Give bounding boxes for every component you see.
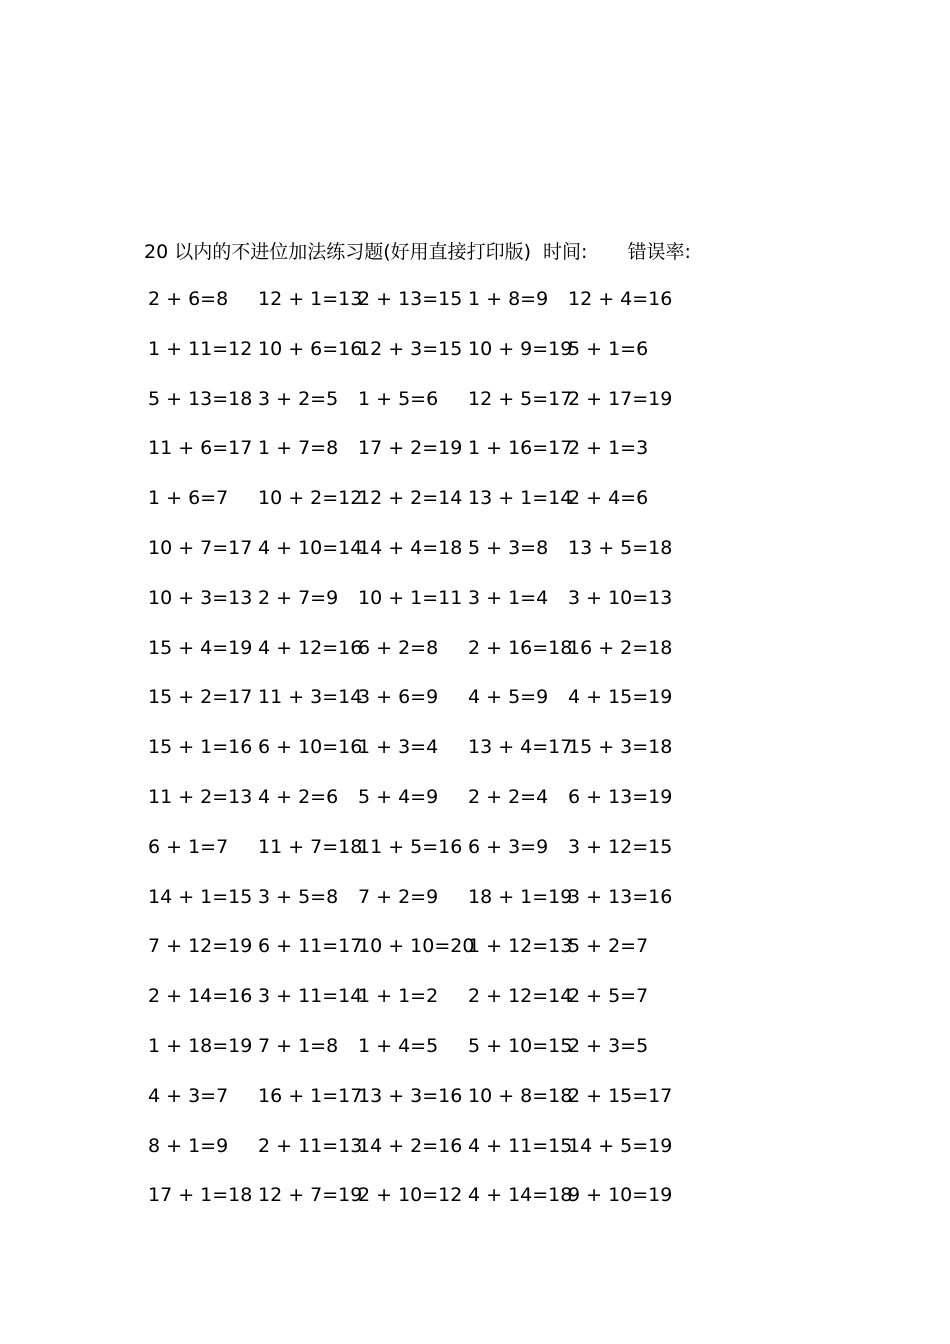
problem-row	[148, 334, 728, 384]
addition-problem: 4 + 14=18	[468, 1184, 573, 1207]
addition-problem: 1 + 4=5	[358, 1034, 439, 1057]
addition-problem: 10 + 2=12	[258, 487, 363, 510]
addition-problem: 5 + 1=6	[568, 337, 649, 360]
addition-problem: 4 + 5=9	[468, 686, 549, 709]
addition-problem: 3 + 2=5	[258, 387, 339, 410]
addition-problem: 3 + 1=4	[468, 586, 549, 609]
addition-problem: 2 + 17=19	[568, 387, 673, 410]
addition-problem: 2 + 6=8	[148, 288, 229, 310]
problem-row	[148, 483, 728, 533]
addition-problem: 18 + 1=19	[468, 885, 573, 908]
addition-problem: 10 + 3=13	[148, 586, 253, 609]
addition-problem: 2 + 3=5	[568, 1034, 649, 1057]
addition-problem: 13 + 5=18	[568, 536, 673, 559]
addition-problem: 1 + 11=12	[148, 337, 253, 360]
addition-problem: 2 + 12=14	[468, 985, 573, 1008]
addition-problem: 10 + 9=19	[468, 337, 573, 360]
addition-problem: 2 + 1=3	[568, 437, 649, 460]
addition-problem: 6 + 1=7	[148, 835, 229, 858]
addition-problem: 3 + 12=15	[568, 835, 673, 858]
addition-problem: 3 + 5=8	[258, 885, 339, 908]
problem-row	[148, 782, 728, 832]
addition-problem: 6 + 2=8	[358, 636, 439, 659]
problem-grid	[148, 284, 728, 1230]
addition-problem: 10 + 6=16	[258, 337, 363, 360]
addition-problem: 13 + 4=17	[468, 736, 573, 759]
addition-problem: 14 + 5=19	[568, 1134, 673, 1157]
addition-problem: 12 + 5=17	[468, 387, 573, 410]
addition-problem: 16 + 2=18	[568, 636, 673, 659]
addition-problem: 1 + 3=4	[358, 736, 439, 759]
addition-problem: 12 + 2=14	[358, 487, 463, 510]
addition-problem: 4 + 2=6	[258, 785, 339, 808]
addition-problem: 12 + 3=15	[358, 337, 463, 360]
addition-problem: 3 + 13=16	[568, 885, 673, 908]
addition-problem: 1 + 5=6	[358, 387, 439, 410]
addition-problem: 4 + 12=16	[258, 636, 363, 659]
addition-problem: 16 + 1=17	[258, 1084, 363, 1107]
addition-problem: 6 + 13=19	[568, 785, 673, 808]
addition-problem: 10 + 10=20	[358, 935, 475, 958]
addition-problem: 4 + 3=7	[148, 1084, 229, 1107]
worksheet-header	[144, 234, 691, 266]
problem-row	[148, 981, 728, 1031]
addition-problem: 14 + 1=15	[148, 885, 253, 908]
addition-problem: 2 + 13=15	[358, 288, 463, 310]
problem-row	[148, 931, 728, 981]
problem-row	[148, 732, 728, 782]
addition-problem: 7 + 12=19	[148, 935, 253, 958]
addition-problem: 10 + 7=17	[148, 536, 253, 559]
addition-problem: 4 + 10=14	[258, 536, 363, 559]
addition-problem: 2 + 15=17	[568, 1084, 673, 1107]
problem-row	[148, 433, 728, 483]
addition-problem: 11 + 6=17	[148, 437, 253, 460]
addition-problem: 6 + 11=17	[258, 935, 363, 958]
addition-problem: 15 + 3=18	[568, 736, 673, 759]
addition-problem: 2 + 16=18	[468, 636, 573, 659]
addition-problem: 13 + 1=14	[468, 487, 573, 510]
addition-problem: 11 + 7=18	[258, 835, 363, 858]
addition-problem: 12 + 4=16	[568, 288, 673, 310]
addition-problem: 2 + 10=12	[358, 1184, 463, 1207]
addition-problem: 3 + 10=13	[568, 586, 673, 609]
addition-problem: 11 + 3=14	[258, 686, 363, 709]
addition-problem: 1 + 18=19	[148, 1034, 253, 1057]
addition-problem: 1 + 6=7	[148, 487, 229, 510]
addition-problem: 1 + 12=13	[468, 935, 573, 958]
addition-problem: 4 + 11=15	[468, 1134, 573, 1157]
time-label: 时间:	[543, 240, 588, 263]
problem-row	[148, 1081, 728, 1131]
addition-problem: 2 + 14=16	[148, 985, 253, 1008]
problem-row	[148, 633, 728, 683]
addition-problem: 13 + 3=16	[358, 1084, 463, 1107]
addition-problem: 6 + 3=9	[468, 835, 549, 858]
addition-problem: 2 + 5=7	[568, 985, 649, 1008]
addition-problem: 4 + 15=19	[568, 686, 673, 709]
problem-row	[148, 832, 728, 882]
problem-row	[148, 682, 728, 732]
problem-row	[148, 1031, 728, 1081]
addition-problem: 14 + 2=16	[358, 1134, 463, 1157]
addition-problem: 9 + 10=19	[568, 1184, 673, 1207]
problem-row	[148, 583, 728, 633]
addition-problem: 1 + 7=8	[258, 437, 339, 460]
addition-problem: 2 + 4=6	[568, 487, 649, 510]
addition-problem: 7 + 2=9	[358, 885, 439, 908]
addition-problem: 1 + 16=17	[468, 437, 573, 460]
addition-problem: 10 + 1=11	[358, 586, 463, 609]
problem-row	[148, 384, 728, 434]
problem-row	[148, 284, 728, 334]
addition-problem: 15 + 2=17	[148, 686, 253, 709]
addition-problem: 2 + 11=13	[258, 1134, 363, 1157]
addition-problem: 11 + 5=16	[358, 835, 463, 858]
addition-problem: 14 + 4=18	[358, 536, 463, 559]
addition-problem: 3 + 11=14	[258, 985, 363, 1008]
addition-problem: 15 + 1=16	[148, 736, 253, 759]
worksheet-title: 20 以内的不进位加法练习题(好用直接打印版)	[144, 240, 532, 263]
addition-problem: 17 + 1=18	[148, 1184, 253, 1207]
addition-problem: 2 + 7=9	[258, 586, 339, 609]
addition-problem: 17 + 2=19	[358, 437, 463, 460]
addition-problem: 6 + 10=16	[258, 736, 363, 759]
addition-problem: 11 + 2=13	[148, 785, 253, 808]
addition-problem: 5 + 10=15	[468, 1034, 573, 1057]
problem-row	[148, 533, 728, 583]
addition-problem: 15 + 4=19	[148, 636, 253, 659]
addition-problem: 2 + 2=4	[468, 785, 549, 808]
addition-problem: 7 + 1=8	[258, 1034, 339, 1057]
addition-problem: 5 + 2=7	[568, 935, 649, 958]
problem-row	[148, 882, 728, 932]
addition-problem: 10 + 8=18	[468, 1084, 573, 1107]
addition-problem: 12 + 1=13	[258, 288, 363, 310]
addition-problem: 8 + 1=9	[148, 1134, 229, 1157]
error-rate-label: 错误率:	[627, 240, 691, 263]
problem-row	[148, 1131, 728, 1181]
addition-problem: 5 + 4=9	[358, 785, 439, 808]
addition-problem: 1 + 8=9	[468, 288, 549, 310]
addition-problem: 12 + 7=19	[258, 1184, 363, 1207]
problem-row	[148, 1180, 728, 1230]
addition-problem: 5 + 13=18	[148, 387, 253, 410]
addition-problem: 5 + 3=8	[468, 536, 549, 559]
addition-problem: 1 + 1=2	[358, 985, 439, 1008]
addition-problem: 3 + 6=9	[358, 686, 439, 709]
